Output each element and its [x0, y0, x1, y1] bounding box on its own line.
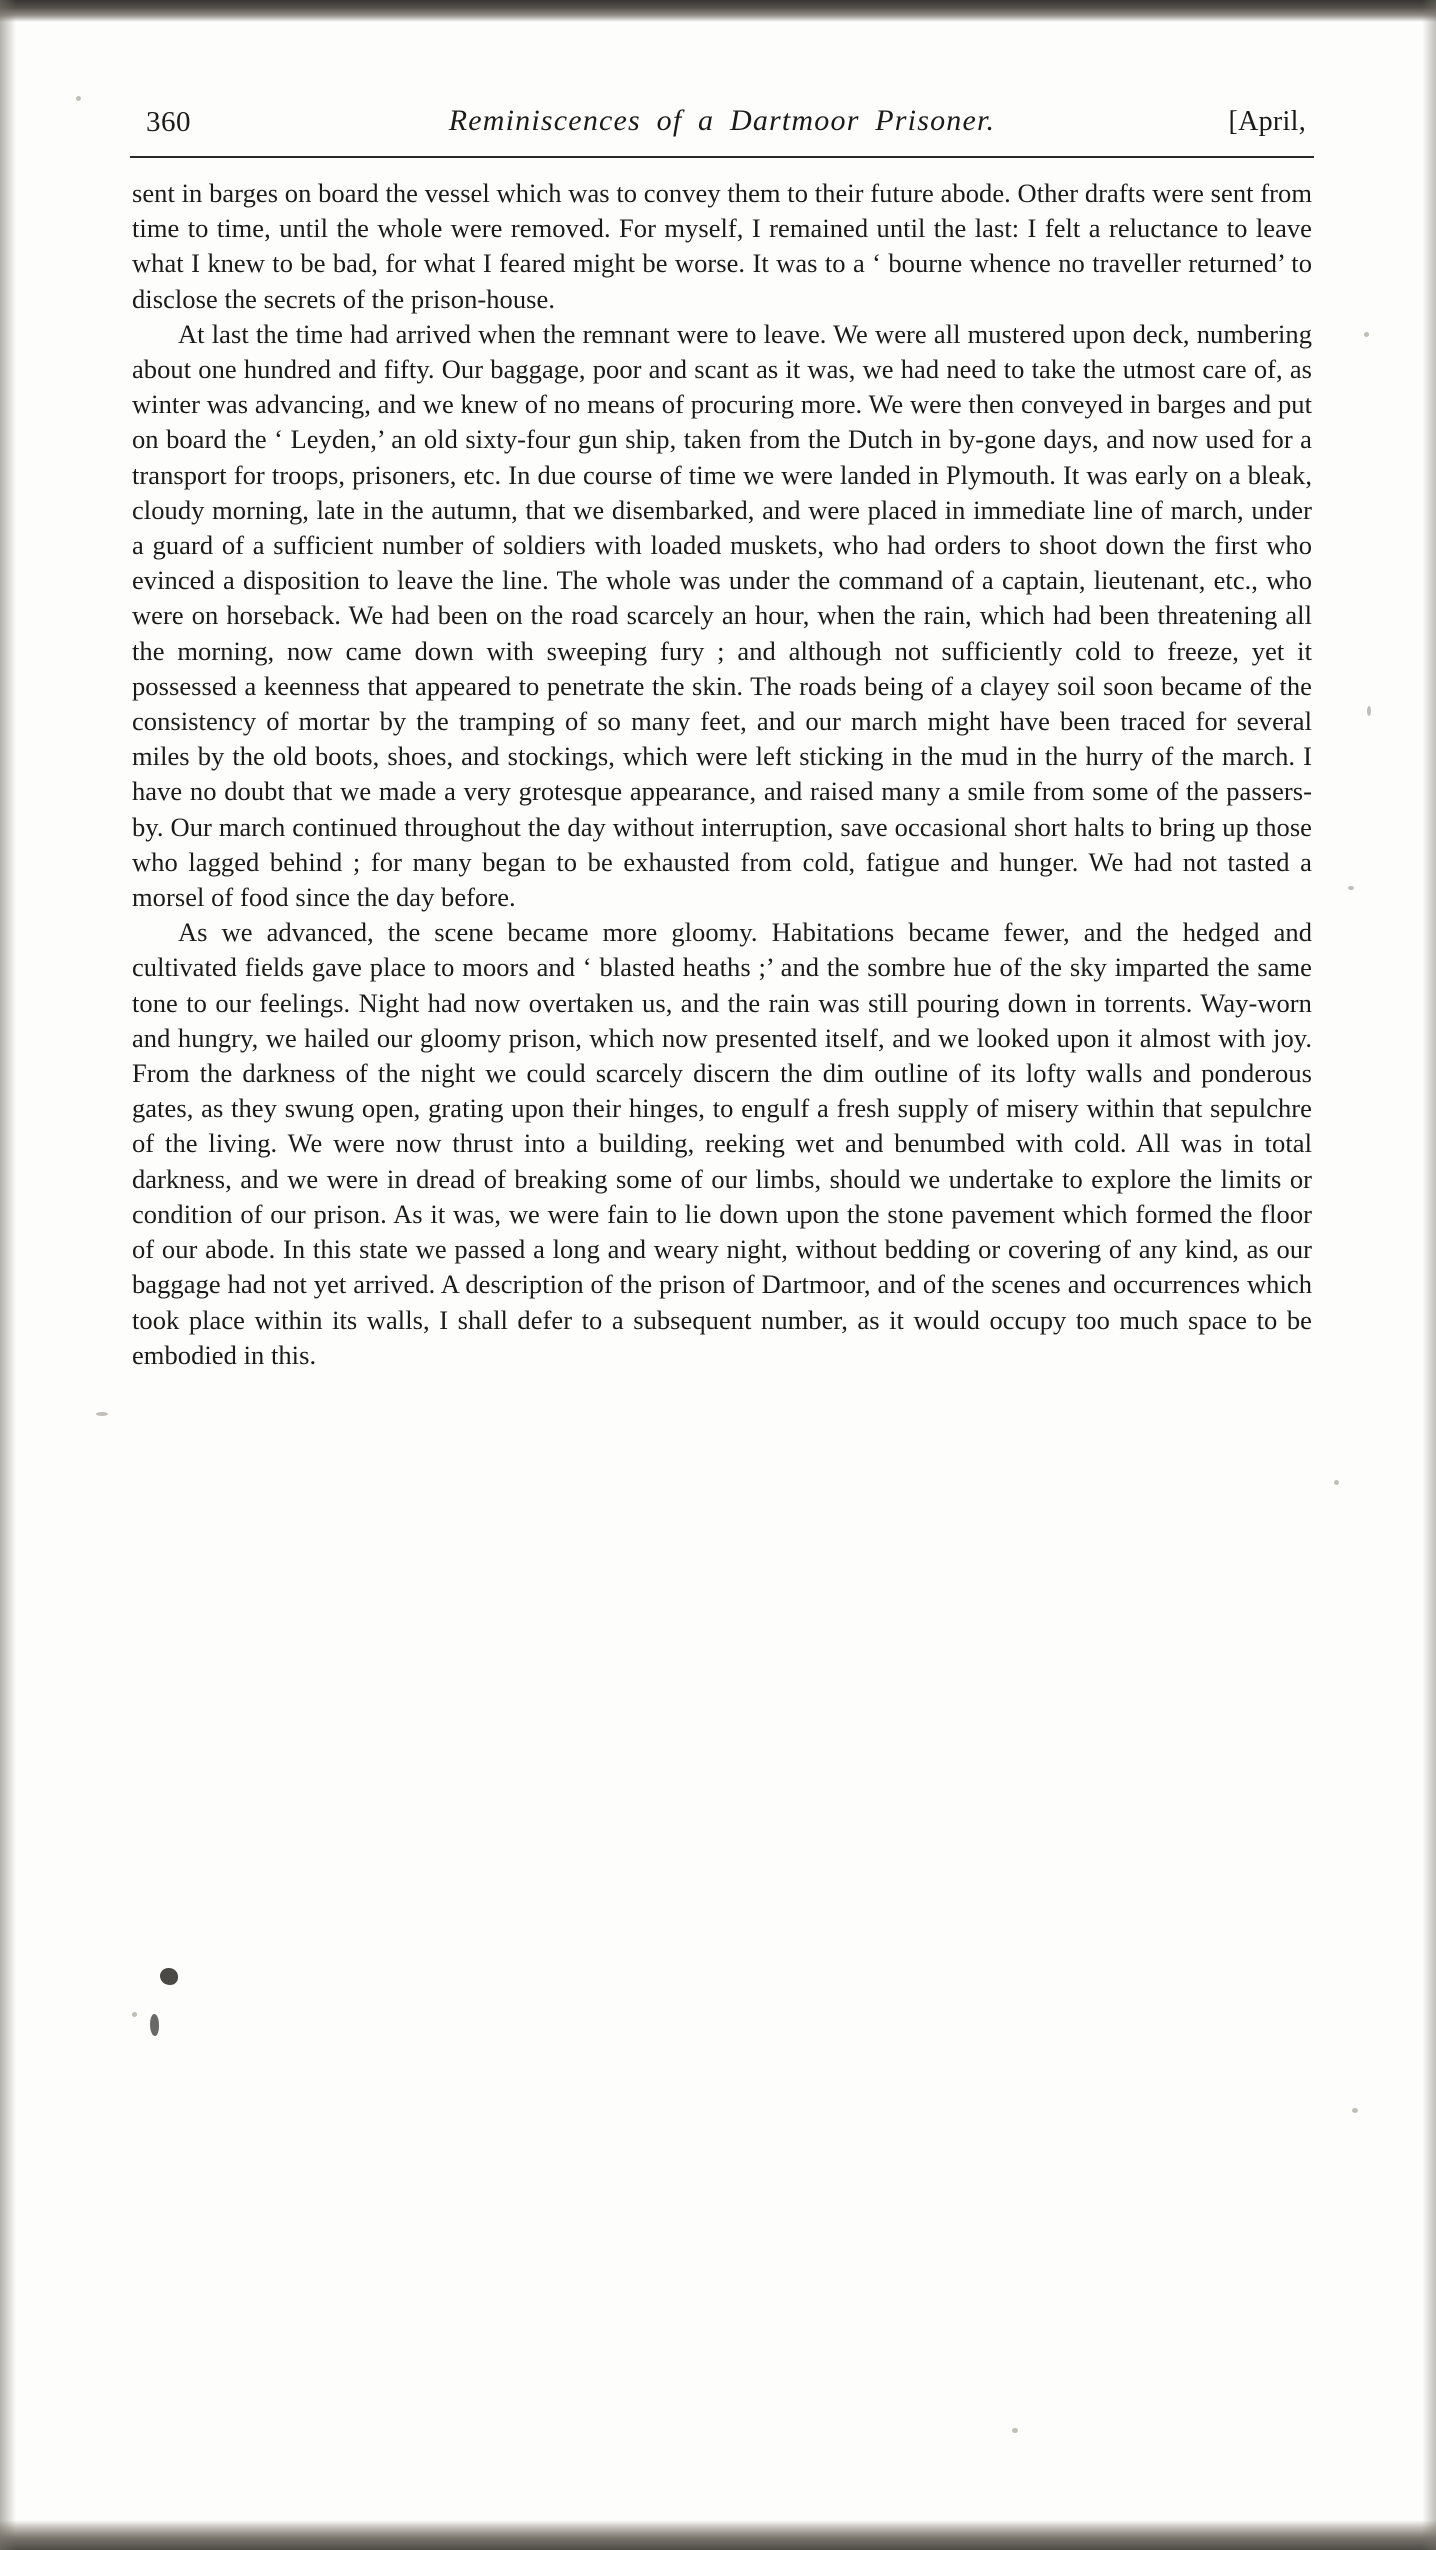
scan-speck	[1334, 1480, 1339, 1485]
scan-speck	[132, 2012, 137, 2017]
paragraph: At last the time had arrived when the remnant were to leave. We were all mustered upon deck, numbering about one hundred and fifty. Our baggage, poor and scant as it was, we had need to take the utmost care of, as winter was advancing, and we knew of no means of procuring more. We were then conveyed in barges and put on board the ‘ Leyden,’ an old sixty-four gun ship, taken from the Dutch in by-gone days, and now used for a transport for troops, prisoners, etc. In due course of time we were landed in Plymouth. It was early on a bleak, cloudy morning, late in the autumn, that we disembarked, and were placed in immediate line of march, under a guard of a sufficient number of soldiers with loaded muskets, who had orders to shoot down the first who evinced a disposition to leave the line. The whole was under the command of a captain, lieutenant, etc., who were on horseback. We had been on the road scarcely an hour, when the rain, which had been threatening all the morning, now came down with sweeping fury ; and although not sufficiently cold to freeze, yet it possessed a keenness that appeared to penetrate the skin. The roads being of a clayey soil soon became of the consistency of mortar by the tramping of so many feet, and our march might have been traced for several miles by the old boots, shoes, and stockings, which were left sticking in the mud in the hurry of the march. I have no doubt that we made a very grotesque appearance, and raised many a smile from some of the passers-by. Our march continued throughout the day without interruption, save occasional short halts to bring up those who lagged behind ; for many began to be exhausted from cold, fatigue and hunger. We had not tasted a morsel of food since the day before.	[132, 318, 1312, 913]
issue-month: [April,	[1228, 106, 1306, 137]
scan-speck	[1367, 706, 1371, 716]
paragraph: As we advanced, the scene became more gloomy. Habitations became fewer, and the hedged and cultivated fields gave place to moors and ‘ blasted heaths ;’ and the sombre hue of the sky imparted the same tone to our feelings. Night had now overtaken us, and the rain was still pouring down in torrents. Way-worn and hungry, we hailed our gloomy prison, which now presented itself, and we looked upon it almost with joy. From the darkness of the night we could scarcely discern the dim outline of its lofty walls and ponderous gates, as they swung open, grating upon their hinges, to engulf a fresh supply of misery within that sepulchre of the living. We were now thrust into a building, reeking wet and benumbed with cold. All was in total darkness, and we were in dread of breaking some of our limbs, should we undertake to explore the limits or condition of our prison. As it was, we were fain to lie down upon the stone pavement which formed the floor of our abode. In this state we passed a long and weary night, without bedding or covering of any kind, as our baggage had not yet arrived. A description of the prison of Dartmoor, and of the scenes and occurrences which took place within its walls, I shall defer to a subsequent number, as it would occupy too much space to be embodied in this.	[132, 917, 1312, 1370]
scan-speck	[1352, 2108, 1358, 2113]
scan-edge-left	[0, 0, 16, 2550]
page-number: 360	[146, 106, 191, 138]
running-title: Reminiscences of a Dartmoor Prisoner.	[448, 104, 996, 137]
scan-speck	[1012, 2428, 1018, 2433]
scan-speck	[1348, 886, 1354, 890]
header-rule	[130, 156, 1314, 158]
article-body	[128, 176, 1316, 1373]
ink-blot	[160, 1968, 178, 1985]
running-head	[128, 96, 1316, 150]
scan-edge-bottom	[0, 2520, 1436, 2550]
scan-speck	[1364, 332, 1369, 337]
scan-edge-top	[0, 0, 1436, 22]
paragraph: sent in barges on board the vessel which was to convey them to their future abode. Other drafts were sent from time to time, until the whole were removed. For myself, I remained until the last: I felt a reluctance to leave what I knew to be bad, for what I feared might be worse. It was to a ‘ bourne whence no traveller returned’ to disclose the secrets of the prison-house.	[132, 178, 1312, 314]
ink-blot	[150, 2014, 159, 2036]
scan-edge-right	[1422, 0, 1436, 2550]
scan-speck	[96, 1412, 108, 1416]
page-content	[128, 96, 1316, 1373]
scan-speck	[76, 96, 81, 101]
